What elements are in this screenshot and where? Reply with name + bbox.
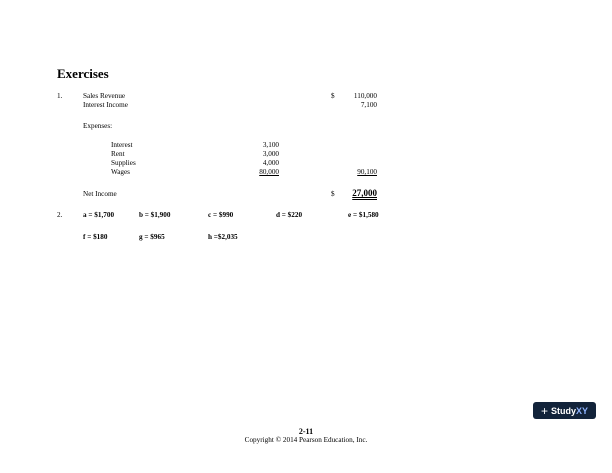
answer-item: e = $1,580 — [348, 211, 379, 219]
expense-value: 3,100 — [262, 141, 279, 149]
answer-item: b = $1,900 — [139, 211, 171, 219]
expense-label: Interest — [111, 141, 133, 149]
sales-revenue-value: 110,000 — [353, 92, 377, 100]
answer-item: a = $1,700 — [83, 211, 115, 219]
net-income-label: Net Income — [83, 190, 117, 198]
sales-revenue-label: Sales Revenue — [83, 92, 126, 100]
interest-income-label: Interest Income — [83, 101, 128, 109]
answer-item: d = $220 — [276, 211, 303, 219]
net-income-value: 27,000 — [352, 188, 377, 198]
total-expenses-value: 90,100 — [357, 168, 377, 176]
page-number: 2-11 — [298, 427, 314, 436]
answer-item: c = $990 — [208, 211, 234, 219]
studyxy-badge[interactable] — [533, 402, 596, 419]
expenses-label: Expenses: — [83, 122, 113, 130]
expense-label: Rent — [111, 150, 125, 158]
expense-value: 80,000 — [259, 168, 279, 176]
answer-item: f = $180 — [83, 233, 108, 241]
expense-value: 3,000 — [262, 150, 279, 158]
net-income-dollar-sign: $ — [331, 190, 335, 198]
expense-value: 4,000 — [262, 159, 279, 167]
interest-income-value: 7,100 — [360, 101, 377, 109]
exercise-2-number: 2. — [57, 211, 63, 219]
expense-label: Wages — [111, 168, 130, 176]
answer-item: g = $965 — [139, 233, 165, 241]
sales-dollar-sign: $ — [331, 92, 335, 100]
answer-item: h =$2,035 — [208, 233, 238, 241]
exercise-1-number: 1. — [57, 92, 63, 100]
page-title: Exercises — [57, 66, 109, 81]
badge-text: StudyXY — [550, 405, 589, 416]
copyright-text: Copyright © 2014 Pearson Education, Inc. — [244, 436, 368, 444]
plus-icon: + — [540, 403, 548, 418]
expense-label: Supplies — [111, 159, 136, 167]
